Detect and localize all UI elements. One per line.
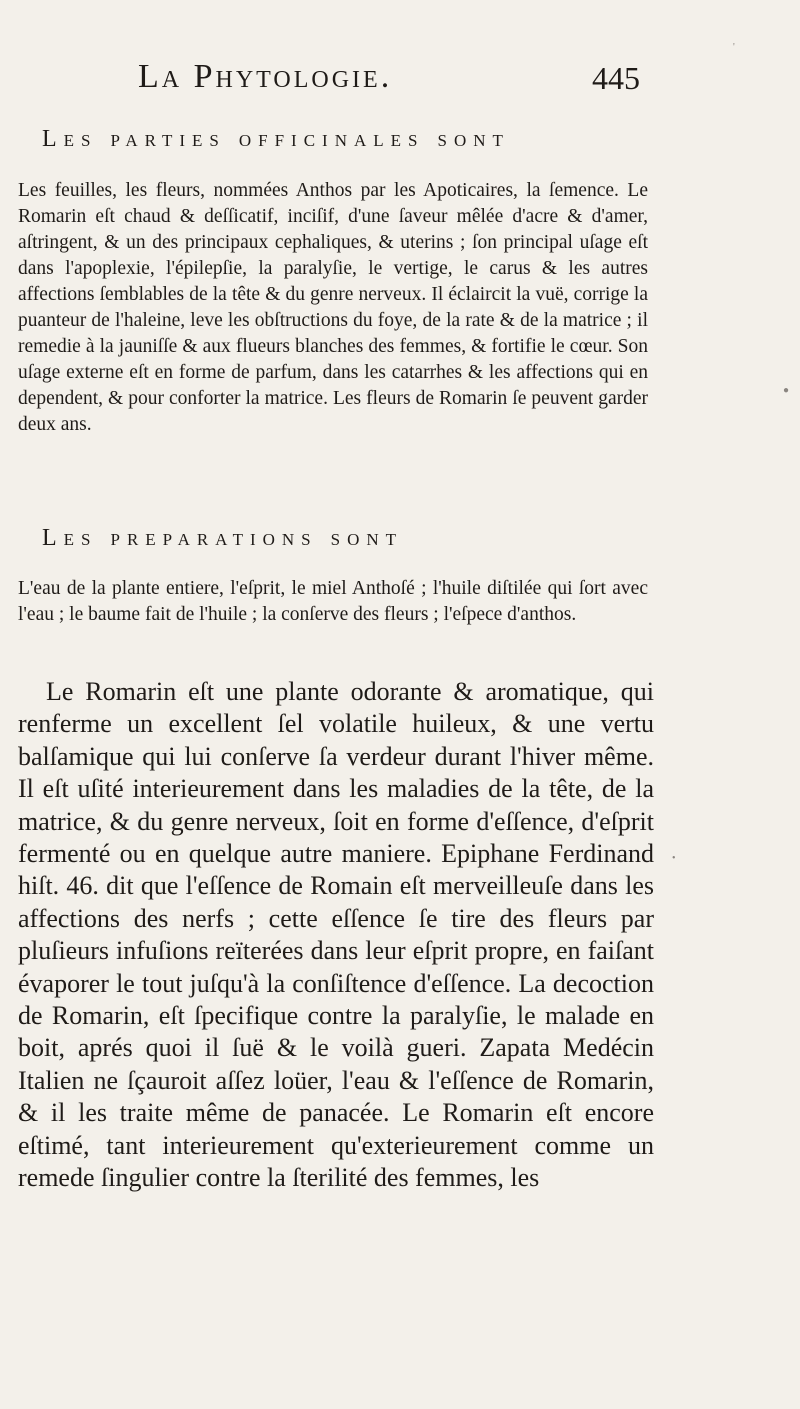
section-heading-officinal-parts: Les parties officinales sont bbox=[42, 126, 510, 152]
page-header bbox=[0, 58, 800, 108]
page-speck: ' bbox=[733, 42, 735, 53]
page-number: 445 bbox=[592, 60, 640, 96]
page-speck: • bbox=[672, 853, 676, 864]
officinal-parts-text: Les feuilles, les fleurs, nommées Anthos par les Apoticaires, la ſemence. Le Romarin eſt chaud & deſſicatif, inciſif, d'une ſaveur mêlée d'acre & d'amer, aſtringent, & un des principaux cephaliques, & uterins ; ſon principal uſage eſt dans l'apoplexie, l'épilepſie, la paralyſie, le vertige, le carus & les autres affections ſemblables de la tête & du genre nerveux. Il éclaircit la vuë, corrige la puanteur de l'haleine, leve les obſtructions du foye, de la rate & de la matrice ; il remedie à la jauniſſe & aux flueurs blanches des femmes, & fortifie le cœur. Son uſage externe eſt en forme de parfum, dans les catarrhes & les affections qui en dependent, & pour conforter la matrice. Les fleurs de Romarin ſe peuvent garder deux ans. bbox=[18, 180, 648, 435]
main-paragraph: Le Romarin eſt une plante odorante & aromatique, qui renferme un excellent ſel volatile huileux, & une vertu balſamique qui lui conſerve ſa verdeur durant l'hiver même. Il eſt uſité interieurement dans les maladies de la tête, de la matrice, & du genre nerveux, ſoit en forme d'eſſence, d'eſprit fermenté ou en quelque autre maniere. Epiphane Ferdinand hiſt. 46. dit que l'eſſence de Romain eſt merveilleuſe dans les affections des nerfs ; cette eſſence ſe tire des fleurs par pluſieurs infuſions reïterées dans leur eſprit propre, en faiſant évaporer le tout juſqu'à la conſiſtence d'eſſence. La decoction de Romarin, eſt ſpecifique contre la paralyſie, le malade en boit, aprés quoi il ſuë & le voilà gueri. Zapata Medécin Italien ne ſçauroit aſſez loüer, l'eau & l'eſſence de Romarin, & il les traite même de panacée. Le Romarin eſt encore eſtimé, tant interieurement qu'exterieurement comme un remede ſingulier contre la ſterilité des femmes, les bbox=[18, 677, 654, 1193]
preparations-paragraph bbox=[18, 576, 648, 628]
officinal-parts-paragraph bbox=[18, 178, 648, 438]
main-text-block bbox=[18, 676, 654, 1195]
section-heading-preparations: Les preparations sont bbox=[42, 525, 404, 551]
running-title: La Phytologie. bbox=[138, 58, 393, 95]
preparations-text: L'eau de la plante entiere, l'eſprit, le miel Anthoſé ; l'huile diſtilée qui ſort avec l'eau ; le baume fait de l'huile ; la conſerve des fleurs ; l'eſpece d'anthos. bbox=[18, 578, 648, 625]
page-speck: ● bbox=[783, 385, 790, 396]
